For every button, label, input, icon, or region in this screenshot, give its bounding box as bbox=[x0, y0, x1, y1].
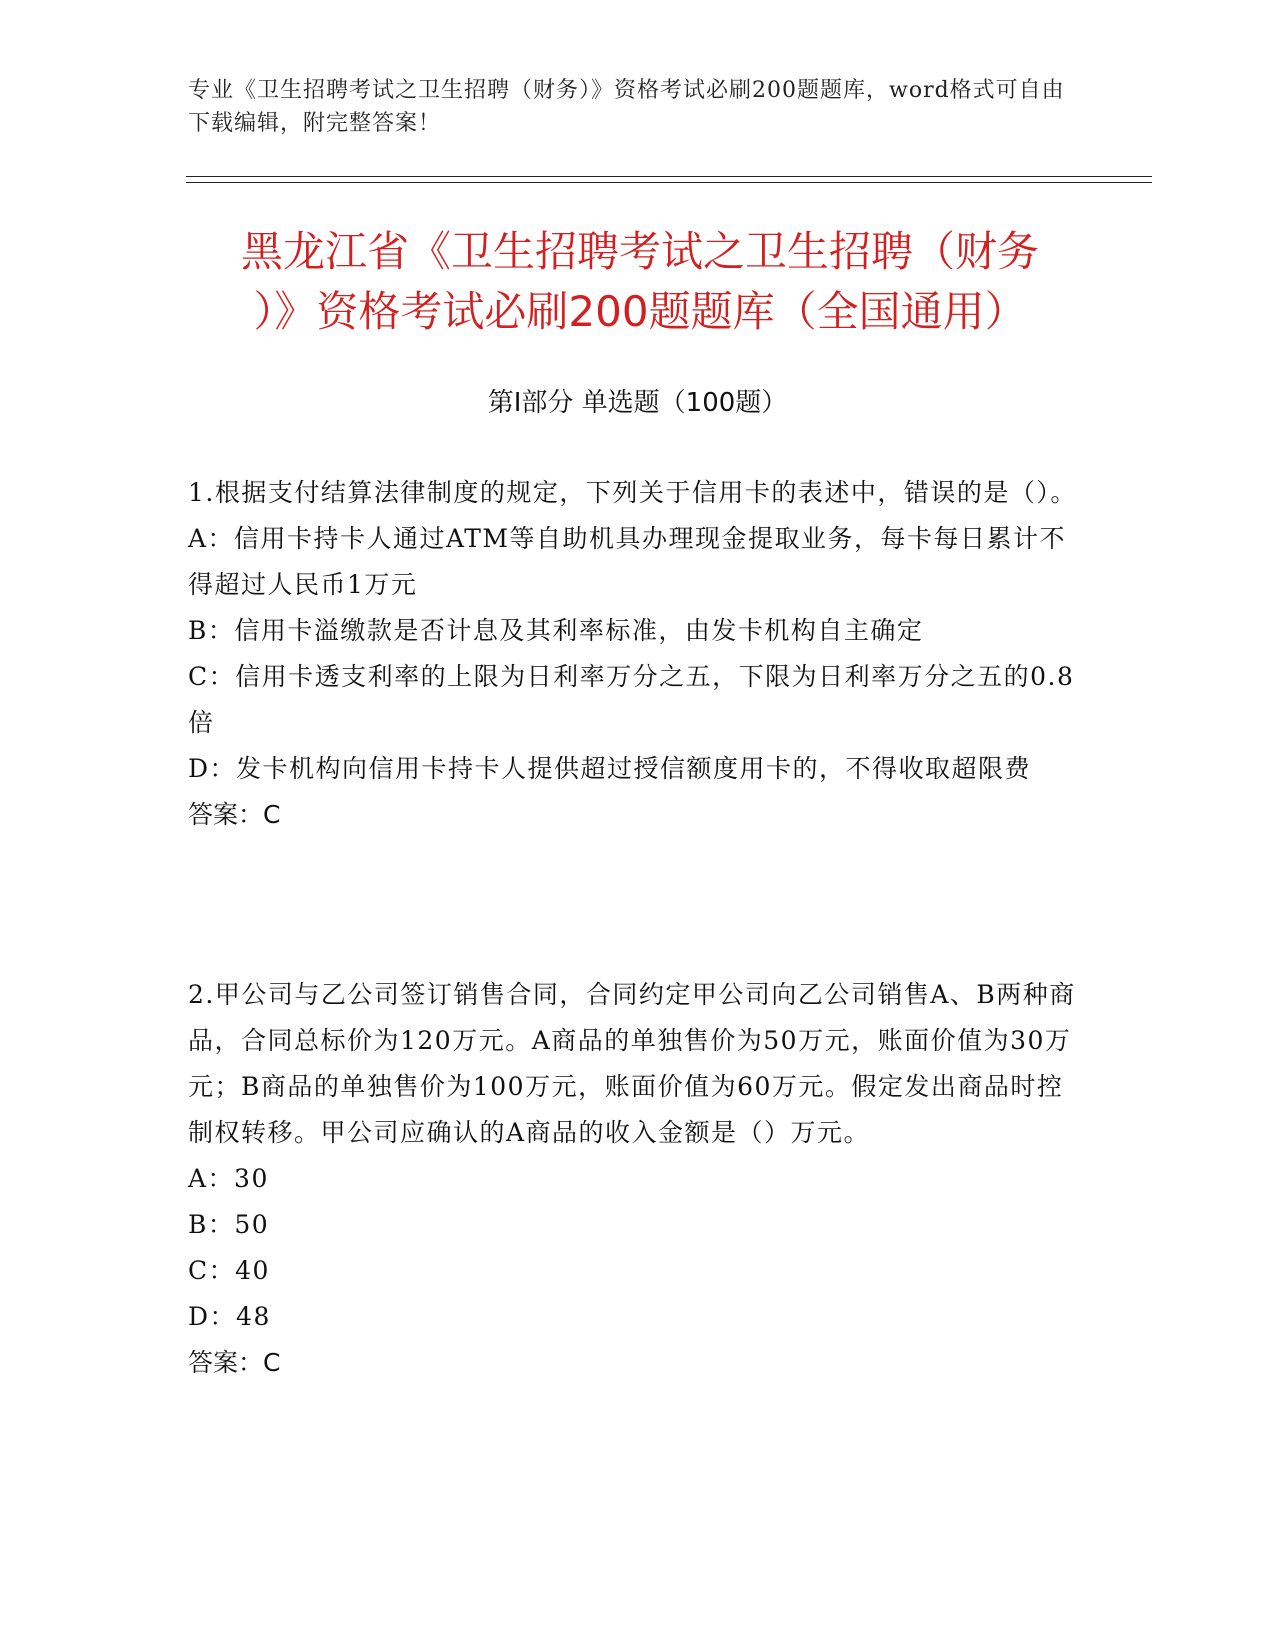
question-1 bbox=[188, 470, 1078, 838]
header-rule-top bbox=[186, 176, 1152, 177]
document-title-line-2: ）》资格考试必刷200题题库（全国通用） bbox=[253, 287, 1027, 336]
answer: 答案：C bbox=[188, 800, 281, 829]
option-a: A：30 bbox=[188, 1164, 269, 1193]
question-2 bbox=[188, 972, 1078, 1386]
section-heading: 第Ⅰ部分 单选题（100题） bbox=[487, 388, 788, 418]
option-b: B：50 bbox=[188, 1210, 270, 1239]
question-stem: 2.甲公司与乙公司签订销售合同，合同约定甲公司向乙公司销售A、B两种商品，合同总标价为120万元。A商品的单独售价为50万元，账面价值为30万元；B商品的单独售价为100万元，账面价值为60万元。假定发出商品时控制权转移。甲公司应确认的A商品的收入金额是（）万元。 bbox=[188, 980, 1076, 1147]
document-title bbox=[180, 222, 1100, 342]
question-stem: 1.根据支付结算法律制度的规定，下列关于信用卡的表述中，错误的是（）。 bbox=[188, 478, 1077, 507]
header-rule-bottom bbox=[186, 182, 1152, 183]
option-b: B：信用卡溢缴款是否计息及其利率标准，由发卡机构自主确定 bbox=[188, 616, 924, 645]
header-note: 专业《卫生招聘考试之卫生招聘（财务）》资格考试必刷200题题库，word格式可自由下载编辑，附完整答案！ bbox=[188, 78, 1065, 136]
option-d: D：48 bbox=[188, 1302, 271, 1331]
option-c: C：40 bbox=[188, 1256, 270, 1285]
option-c: C：信用卡透支利率的上限为日利率万分之五，下限为日利率万分之五的0.8倍 bbox=[188, 662, 1075, 737]
option-d: D：发卡机构向信用卡持卡人提供超过授信额度用卡的，不得收取超限费 bbox=[188, 754, 1032, 783]
document-title-line-1: 黑龙江省《卫生招聘考试之卫生招聘（财务 bbox=[240, 227, 1039, 276]
option-a: A：信用卡持卡人通过ATM等自助机具办理现金提取业务，每卡每日累计不得超过人民币1万元 bbox=[188, 524, 1067, 599]
answer: 答案：C bbox=[188, 1348, 281, 1377]
